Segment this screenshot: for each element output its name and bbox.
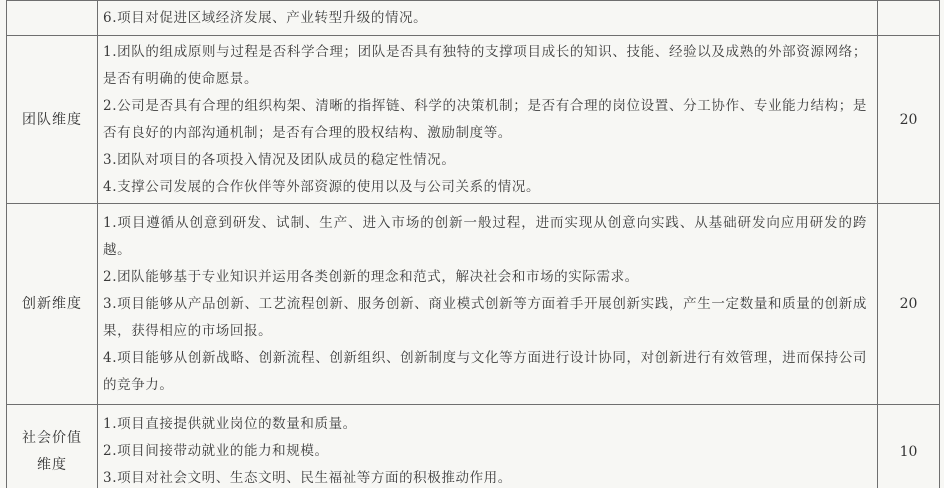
table-row (7, 204, 940, 405)
dimension-label-line: 社会价值 (22, 429, 82, 446)
criteria-item: 1.项目直接提供就业岗位的数量和质量。 (103, 416, 357, 432)
table-row (7, 36, 940, 204)
criteria-item: 3.项目对社会文明、生态文明、民生福祉等方面的积极推动作用。 (103, 470, 512, 486)
criteria-item: 1.项目遵循从创意到研发、试制、生产、进入市场的创新一般过程，进而实现从创意向实践、从基础研发向应用研发的跨越。 (103, 214, 867, 258)
criteria-item: 3.项目能够从产品创新、工艺流程创新、服务创新、商业模式创新等方面着手开展创新实践，产生一定数量和质量的创新成果，获得相应的市场回报。 (103, 295, 867, 339)
criteria-item: 2.公司是否具有合理的组织构架、清晰的指挥链、科学的决策机制；是否有合理的岗位设置、分工协作、专业能力结构；是否有良好的内部沟通机制；是否有合理的股权结构、激励制度等。 (103, 97, 867, 141)
criteria-item: 4.项目能够从创新战略、创新流程、创新组织、创新制度与文化等方面进行设计协同，对创新进行有效管理，进而保持公司的竞争力。 (103, 349, 867, 393)
criteria-item: 2.团队能够基于专业知识并运用各类创新的理念和范式，解决社会和市场的实际需求。 (103, 268, 639, 285)
dimension-cell: 团队维度 (7, 36, 98, 204)
table-row (7, 1, 940, 36)
score-cell: 10 (878, 405, 940, 488)
criteria-item: 6.项目对促进区域经济发展、产业转型升级的情况。 (103, 9, 428, 26)
evaluation-criteria-table (6, 0, 940, 488)
dimension-cell (7, 405, 98, 488)
score-cell-empty (878, 1, 940, 36)
score-cell: 20 (878, 36, 940, 204)
score-cell: 20 (878, 204, 940, 405)
criteria-item: 2.项目间接带动就业的能力和规模。 (103, 443, 329, 459)
criteria-item: 3.团队对项目的各项投入情况及团队成员的稳定性情况。 (103, 151, 456, 168)
criteria-cell (98, 405, 878, 488)
dimension-label-line: 维度 (37, 456, 67, 473)
criteria-cell (98, 204, 878, 405)
table-row (7, 405, 940, 488)
dimension-cell-empty (7, 1, 98, 36)
criteria-cell (98, 1, 878, 36)
criteria-cell (98, 36, 878, 204)
dimension-cell: 创新维度 (7, 204, 98, 405)
criteria-item: 4.支撑公司发展的合作伙伴等外部资源的使用以及与公司关系的情况。 (103, 178, 541, 195)
criteria-item: 1.团队的组成原则与过程是否科学合理；团队是否具有独特的支撑项目成长的知识、技能、经验以及成熟的外部资源网络；是否有明确的使命愿景。 (103, 43, 867, 87)
